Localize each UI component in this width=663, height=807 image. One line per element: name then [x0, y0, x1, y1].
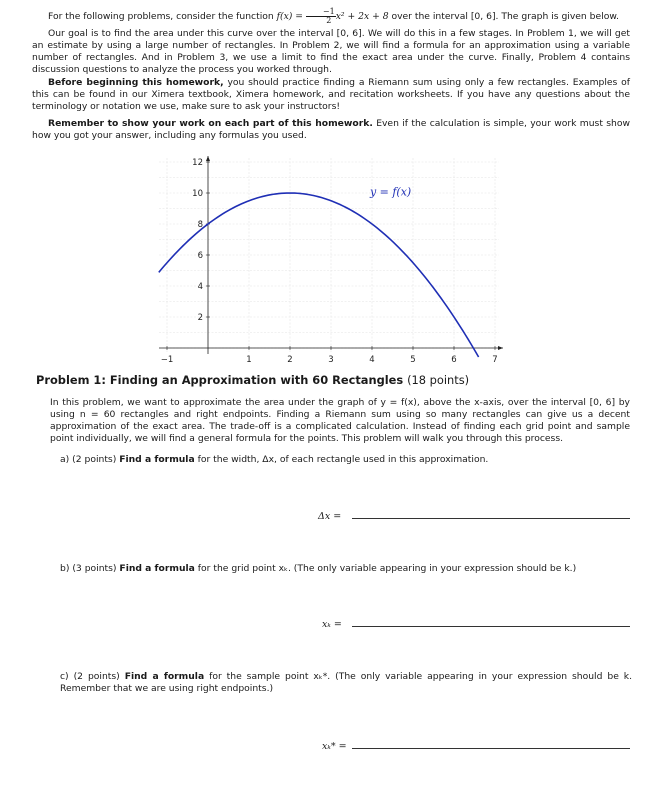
polynomial-terms: x² + 2x + 8 — [335, 11, 389, 22]
function-name: f(x) — [276, 11, 293, 22]
x-tick-label: 5 — [410, 355, 416, 362]
part-a-bold: Find a formula — [119, 454, 195, 465]
intro-paragraph-function — [32, 8, 630, 25]
part-a-points: (2 points) — [72, 454, 117, 465]
x-tick-label: 2 — [287, 355, 293, 362]
x-tick-label: 1 — [246, 355, 252, 362]
intro-paragraph-goal: Our goal is to find the area under this curve over the interval [0, 6]. We will do this in a few stages. In Problem 1, we will get an estimate by using a large number of rectangles. In Problem 2, we will find a formula for an approximation using a variable number of rectangles. And in Problem 3, we use a limit to find the exact area under the curve. Finally, Problem 4 contains discussion questions to analyze the process you worked through. — [32, 28, 630, 76]
x-tick-label: 4 — [369, 355, 375, 362]
intro-paragraph-remember — [32, 118, 630, 142]
before-text: you should practice finding a Riemann sum using only a few rectangles. Examples of this can be found in our Ximera textbook, Ximera homework, and recitation worksheets. If you have any questions about the terminology or notation we use, make sure to ask your instructors! — [32, 77, 631, 113]
problem1-description: In this problem, we want to approximate the area under the graph of y = f(x), above the x-axis, over the interval [0, 6] by using n = 60 rectangles and right endpoints. Finding a Riemann sum using so many rectangles can give us a decent approximation of the exact area. The trade-off is a complicated calculation. Instead of finding each grid point and sample point individually, we will find a general formula for the points. This problem will walk you through this process. — [50, 397, 630, 445]
part-b-label: b) — [60, 563, 70, 574]
y-axis-arrow — [206, 156, 210, 161]
curve-label: y = f(x) — [369, 185, 412, 199]
intro-text: For the following problems, consider the function — [48, 11, 274, 22]
intro-paragraph-before — [32, 77, 630, 113]
x-tick-label: 6 — [451, 355, 457, 362]
x-tick-label: 3 — [328, 355, 334, 362]
part-b-answer-field[interactable] — [352, 626, 630, 627]
y-tick-label: 12 — [192, 158, 203, 168]
remember-bold-text: Remember to show your work on each part of this homework. — [48, 118, 373, 129]
part-b — [60, 563, 630, 575]
part-b-answer-label: xₖ = — [322, 619, 342, 630]
part-a-text: for the width, Δx, of each rectangle used in this approximation. — [197, 454, 489, 465]
part-b-text: for the grid point xₖ. (The only variable appearing in your expression should be k.) — [197, 563, 577, 574]
coefficient-fraction — [306, 8, 336, 25]
x-axis-arrow — [498, 346, 503, 350]
before-bold-text: Before beginning this homework, — [48, 77, 224, 88]
problem1-title — [36, 373, 469, 387]
y-tick-label: 8 — [197, 220, 203, 230]
part-a-answer-label: Δx = — [318, 511, 342, 522]
y-tick-label: 4 — [197, 282, 203, 292]
y-tick-label: 2 — [197, 313, 203, 323]
part-a-answer-field[interactable] — [352, 518, 630, 519]
part-c-points: (2 points) — [73, 671, 120, 682]
fraction-denominator: 2 — [326, 16, 332, 25]
function-graph — [148, 152, 518, 362]
x-tick-label: −1 — [160, 355, 174, 362]
problem1-title-text: Problem 1: Finding an Approximation with 60 Rectangles — [36, 373, 404, 387]
remember-text: Even if the calculation is simple, your work must show how you got your answer, including any formulas you used. — [32, 118, 631, 142]
function-curve — [159, 193, 479, 357]
part-c-label: c) — [60, 671, 69, 682]
part-c-text: for the sample point xₖ*. (The only variable appearing in your expression should be k. Remember that we are using right endpoints.) — [60, 671, 633, 694]
problem1-points: (18 points) — [407, 373, 470, 387]
part-a-label: a) — [60, 454, 70, 465]
part-c-answer-label: xₖ* = — [322, 741, 347, 752]
intro-interval-text: over the interval [0, 6]. The graph is given below. — [391, 11, 619, 22]
x-tick-label: 7 — [492, 355, 498, 362]
part-c — [60, 671, 632, 695]
fraction-numerator: −1 — [306, 8, 336, 17]
part-b-points: (3 points) — [72, 563, 117, 574]
graph-ticks — [161, 158, 498, 362]
y-tick-label: 10 — [192, 189, 203, 199]
part-c-bold: Find a formula — [124, 671, 205, 682]
equals-sign: = — [295, 11, 303, 22]
part-c-answer-field[interactable] — [352, 748, 630, 749]
part-a — [60, 454, 630, 466]
part-b-bold: Find a formula — [119, 563, 195, 574]
y-tick-label: 6 — [197, 251, 203, 261]
